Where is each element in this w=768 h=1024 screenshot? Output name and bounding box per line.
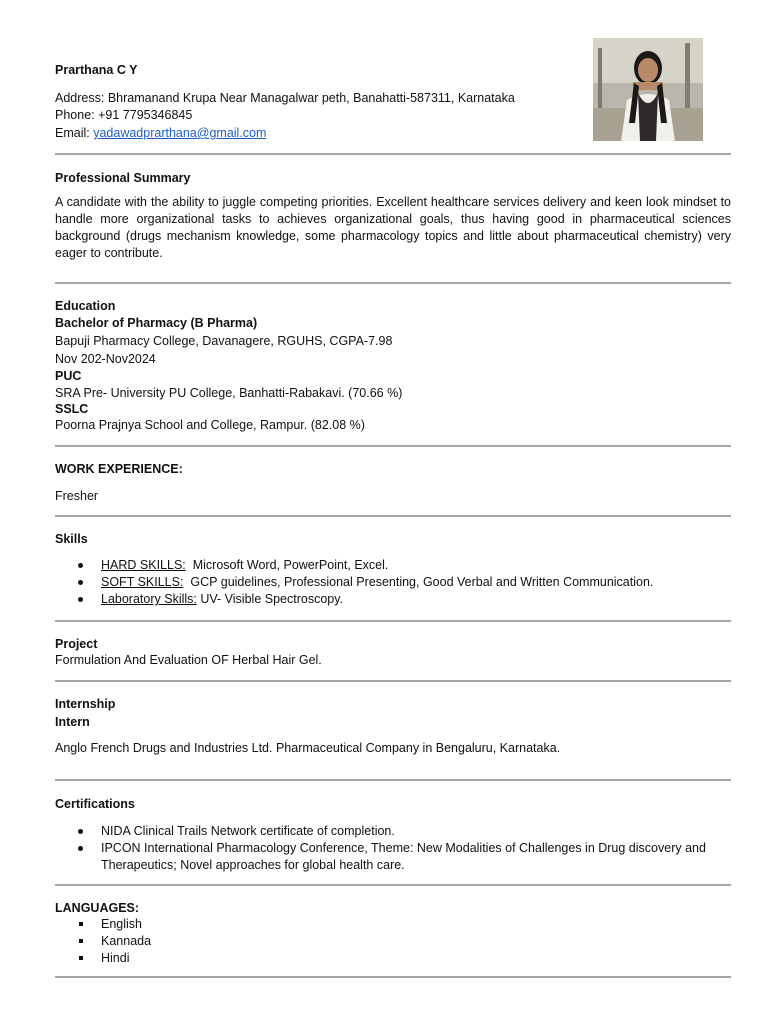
puc-heading: PUC [55,369,82,383]
section-divider [55,976,731,978]
work-text: Fresher [55,489,99,503]
certifications-heading: Certifications [55,797,135,811]
degree-title: Bachelor of Pharmacy (B Pharma) [55,316,258,330]
bullet-icon [78,846,83,851]
address-line [55,90,515,106]
resume-page [55,0,731,1024]
internship-heading: Internship [55,697,116,711]
section-divider [55,680,731,682]
bullet-icon [78,563,83,568]
section-divider [55,620,731,622]
address-label: Address: [55,91,105,105]
list-item [55,574,731,591]
degree-period: Nov 202-Nov2024 [55,352,156,366]
section-divider [55,153,731,155]
language-text: Kannada [101,934,152,948]
skills-heading: Skills [55,532,88,546]
skill-value: UV- Visible Spectroscopy. [200,592,344,606]
list-item [55,591,731,608]
phone-label: Phone: [55,108,95,122]
certification-text: IPCON International Pharmacology Conference, Theme: New Modalities of Challenges in Drug discovery and Therapeutics; Novel approaches for global health care. [101,841,706,872]
languages-list [55,916,731,967]
languages-heading: LANGUAGES: [55,901,140,915]
section-divider [55,884,731,886]
profile-photo [593,38,703,141]
section-divider [55,282,731,284]
internship-role: Intern [55,715,90,729]
project-text: Formulation And Evaluation OF Herbal Hair Gel. [55,653,322,667]
list-item [55,950,731,967]
address-value: Bhramanand Krupa Near Managalwar peth, Banahatti-587311, Karnataka [107,91,515,105]
language-text: English [101,917,142,931]
bullet-icon [78,829,83,834]
college-line: Bapuji Pharmacy College, Davanagere, RGUHS, CGPA-7.98 [55,334,393,348]
square-bullet-icon [79,922,83,926]
square-bullet-icon [79,956,83,960]
puc-line: SRA Pre- University PU College, Banhatti-Rabakavi. (70.66 %) [55,386,403,400]
summary-text: A candidate with the ability to juggle competing priorities. Excellent healthcare services delivery and keen look mindset to handle more organizational tasks to achieves organizational goals, thus having good in pharmaceutical sciences background (drugs mechanism knowledge, some pharmacology topics and little about pharmaceutical chemistry) very eager to contribute. [55,195,731,260]
list-item [55,840,731,874]
internship-text: Anglo French Drugs and Industries Ltd. Pharmaceutical Company in Bengaluru, Karnataka. [55,741,561,755]
email-label: Email: [55,126,90,140]
section-divider [55,779,731,781]
email-link[interactable]: yadawadprarthana@gmail.com [93,126,267,140]
skill-label: SOFT SKILLS: [101,575,184,589]
email-line [55,125,266,141]
sslc-heading: SSLC [55,402,89,416]
skill-value: GCP guidelines, Professional Presenting, Good Verbal and Written Communication. [190,575,654,589]
project-heading: Project [55,637,98,651]
summary-heading: Professional Summary [55,171,191,185]
education-heading: Education [55,299,116,313]
skills-list [55,557,731,608]
phone-line [55,107,192,123]
section-divider [55,445,731,447]
language-text: Hindi [101,951,130,965]
list-item [55,916,731,933]
work-heading: WORK EXPERIENCE: [55,462,183,476]
sslc-line: Poorna Prajnya School and College, Rampur. (82.08 %) [55,418,365,432]
skill-label: Laboratory Skills: [101,592,197,606]
section-divider [55,515,731,517]
bullet-icon [78,597,83,602]
phone-value: +91 7795346845 [98,108,193,122]
certifications-list [55,823,731,874]
list-item [55,823,731,840]
candidate-name: Prarthana C Y [55,63,138,77]
skill-label: HARD SKILLS: [101,558,186,572]
list-item [55,933,731,950]
list-item [55,557,731,574]
certification-text: NIDA Clinical Trails Network certificate of completion. [101,824,395,838]
square-bullet-icon [79,939,83,943]
skill-value: Microsoft Word, PowerPoint, Excel. [192,558,389,572]
bullet-icon [78,580,83,585]
